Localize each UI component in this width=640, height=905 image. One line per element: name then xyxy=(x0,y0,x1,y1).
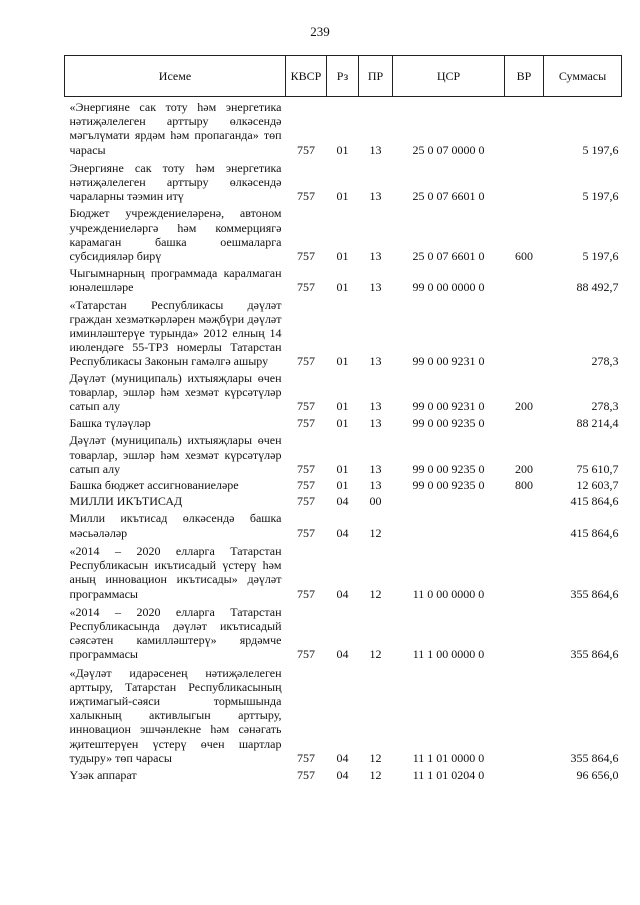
row-vr xyxy=(505,602,544,663)
table-row xyxy=(65,431,622,477)
row-csr: 25 0 07 0000 0 xyxy=(412,142,485,157)
row-vr: 200 xyxy=(515,399,533,414)
row-rz: 04 xyxy=(336,586,349,601)
row-sum: 278,3 xyxy=(591,354,619,369)
row-sum: 355 864,6 xyxy=(570,750,619,765)
row-sum: 415 864,6 xyxy=(570,525,619,540)
row-pr: 12 xyxy=(369,750,382,765)
row-kvsr: 757 xyxy=(297,461,315,476)
header-name: Исеме xyxy=(65,56,286,97)
row-csr xyxy=(393,493,505,509)
row-pr: 13 xyxy=(369,399,382,414)
row-pr: 13 xyxy=(369,354,382,369)
row-pr: 12 xyxy=(369,767,382,782)
row-rz: 01 xyxy=(336,461,349,476)
table-row xyxy=(65,97,622,158)
row-rz: 01 xyxy=(336,478,349,493)
row-name: «Дәүләт идарәсенең нәтиҗәлелеген арттыру, Татарстан Республикасының иҗтимагый-сәяси тормышында халыкның активлыгын арттыру, инновацион эшчәнлекне һәм сәнәгать җитештерүен үстерү өчен шартлар тудыру» төп чарасы xyxy=(69,665,282,765)
row-rz: 01 xyxy=(336,399,349,414)
row-rz: 04 xyxy=(336,767,349,782)
row-csr: 11 1 01 0000 0 xyxy=(412,750,485,765)
table-row xyxy=(65,158,622,205)
row-name: Бюджет учреждениеләренә, автоном учреждениеләргә һәм коммерциягә карамаган башка оешмаларга субсидияләр бирү xyxy=(69,206,282,264)
row-kvsr: 757 xyxy=(297,586,315,601)
row-name: МИЛЛИ ИКЪТИСАД xyxy=(69,494,183,509)
row-vr xyxy=(505,414,544,431)
table-row xyxy=(65,264,622,295)
row-vr xyxy=(505,296,544,370)
row-rz: 01 xyxy=(336,142,349,157)
row-pr: 13 xyxy=(369,461,382,476)
row-vr xyxy=(505,493,544,509)
header-kvsr: КВСР xyxy=(286,56,327,97)
row-name: «Энергияне сак тоту һәм энергетика нәтиҗәлелеген арттыру өлкәсендә мәгълүмати ярдәм һәм пропаганда» төп чарасы xyxy=(69,100,282,157)
row-sum: 96 656,0 xyxy=(576,767,619,782)
row-vr xyxy=(505,158,544,205)
row-rz: 01 xyxy=(336,249,349,264)
row-rz: 01 xyxy=(336,189,349,204)
header-pr: ПР xyxy=(359,56,393,97)
row-rz: 01 xyxy=(336,280,349,295)
row-pr: 00 xyxy=(369,494,382,509)
budget-table xyxy=(64,55,622,783)
row-kvsr: 757 xyxy=(297,750,315,765)
row-sum: 5 197,6 xyxy=(582,189,619,204)
row-rz: 04 xyxy=(336,525,349,540)
table-row xyxy=(65,296,622,370)
table-row xyxy=(65,370,622,415)
row-name: «2014 – 2020 елларга Татарстан Республикасында дәүләт икътисадый сәясәтен камилләштерү» ярдәмче программасы xyxy=(69,604,282,662)
row-sum: 5 197,6 xyxy=(582,249,619,264)
row-rz: 04 xyxy=(336,494,349,509)
row-pr: 13 xyxy=(369,249,382,264)
row-csr: 99 0 00 9235 0 xyxy=(412,461,485,476)
row-sum: 75 610,7 xyxy=(576,461,619,476)
row-rz: 01 xyxy=(336,354,349,369)
row-sum: 12 603,7 xyxy=(576,478,619,493)
row-kvsr: 757 xyxy=(297,142,315,157)
row-rz: 04 xyxy=(336,750,349,765)
row-kvsr: 757 xyxy=(297,399,315,414)
row-csr: 25 0 07 6601 0 xyxy=(412,249,485,264)
row-sum: 415 864,6 xyxy=(570,494,619,509)
row-sum: 355 864,6 xyxy=(570,647,619,662)
row-name: Энергияне сак тоту һәм энергетика нәтиҗәлелеген арттыру өлкәсендә чараларны тәэмин итү xyxy=(69,160,282,204)
row-vr xyxy=(505,97,544,158)
row-vr xyxy=(505,766,544,783)
row-name: «2014 – 2020 елларга Татарстан Республикасын икътисадый үстерү һәм аның инновацион икътисады» дәүләт программасы xyxy=(69,543,282,601)
table-header xyxy=(65,56,622,97)
row-vr xyxy=(505,264,544,295)
row-csr: 11 1 00 0000 0 xyxy=(412,647,485,662)
header-rz: Рз xyxy=(327,56,359,97)
table-row xyxy=(65,663,622,766)
row-kvsr: 757 xyxy=(297,249,315,264)
row-name: Үзәк аппарат xyxy=(69,767,137,782)
row-kvsr: 757 xyxy=(297,478,315,493)
row-kvsr: 757 xyxy=(297,494,315,509)
row-vr: 600 xyxy=(515,249,533,264)
row-kvsr: 757 xyxy=(297,647,315,662)
row-sum: 88 492,7 xyxy=(576,280,619,295)
row-csr: 99 0 00 9235 0 xyxy=(412,478,485,493)
row-name: Башка бюджет ассигнованиеләре xyxy=(69,478,239,493)
row-vr: 200 xyxy=(515,461,533,476)
row-csr: 11 0 00 0000 0 xyxy=(412,586,485,601)
row-kvsr: 757 xyxy=(297,525,315,540)
header-vr: ВР xyxy=(505,56,544,97)
row-name: Дәүләт (муниципаль) ихтыяҗлары өчен товарлар, эшләр һәм хезмәт күрсәтүләр сатып алу xyxy=(69,433,282,476)
row-sum: 5 197,6 xyxy=(582,142,619,157)
row-vr xyxy=(505,509,544,540)
row-pr: 13 xyxy=(369,478,382,493)
row-pr: 12 xyxy=(369,586,382,601)
row-sum: 355 864,6 xyxy=(570,586,619,601)
row-pr: 13 xyxy=(369,416,382,431)
row-name: Милли икътисад өлкәсендә башка мәсьәләләр xyxy=(69,511,282,540)
row-csr: 99 0 00 0000 0 xyxy=(412,280,485,295)
row-pr: 12 xyxy=(369,647,382,662)
page-number: 239 xyxy=(310,24,330,39)
row-csr: 99 0 00 9235 0 xyxy=(412,416,485,431)
row-name: Чыгымнарның программада каралмаган юнәлешләре xyxy=(69,266,282,295)
table-row xyxy=(65,541,622,602)
row-vr: 800 xyxy=(515,478,533,493)
row-csr: 11 1 01 0204 0 xyxy=(412,767,485,782)
table-body xyxy=(65,97,622,784)
row-csr: 99 0 00 9231 0 xyxy=(412,399,485,414)
row-kvsr: 757 xyxy=(297,189,315,204)
row-pr: 13 xyxy=(369,280,382,295)
table-row xyxy=(65,602,622,663)
row-csr xyxy=(393,509,505,540)
row-sum: 88 214,4 xyxy=(576,416,619,431)
row-csr: 25 0 07 6601 0 xyxy=(412,189,485,204)
row-vr xyxy=(505,663,544,766)
row-name: Дәүләт (муниципаль) ихтыяҗлары өчен товарлар, эшләр һәм хезмәт күрсәтүләр сатып алу xyxy=(69,370,282,414)
row-kvsr: 757 xyxy=(297,416,315,431)
row-sum: 278,3 xyxy=(591,399,619,414)
row-name: Башка түләүләр xyxy=(69,416,151,431)
row-name: «Татарстан Республикасы дәүләт граждан хезмәткәрләрен мәҗбүри дәүләт иминләштерүе турында» 2012 елның 14 июлендәге 55-ТРЗ номерлы Татарстан Республикасы Законын гамәлгә ашыру xyxy=(69,297,282,369)
table-row xyxy=(65,477,622,493)
table-row xyxy=(65,509,622,540)
row-csr: 99 0 00 9231 0 xyxy=(412,354,485,369)
header-sum: Суммасы xyxy=(544,56,622,97)
table-row xyxy=(65,204,622,264)
header-csr: ЦСР xyxy=(393,56,505,97)
row-rz: 04 xyxy=(336,647,349,662)
row-vr xyxy=(505,541,544,602)
row-pr: 13 xyxy=(369,142,382,157)
row-kvsr: 757 xyxy=(297,280,315,295)
table-row xyxy=(65,493,622,509)
row-pr: 13 xyxy=(369,189,382,204)
row-kvsr: 757 xyxy=(297,354,315,369)
table-row xyxy=(65,414,622,431)
row-kvsr: 757 xyxy=(297,767,315,782)
table-row xyxy=(65,766,622,783)
row-pr: 12 xyxy=(369,525,382,540)
row-rz: 01 xyxy=(336,416,349,431)
